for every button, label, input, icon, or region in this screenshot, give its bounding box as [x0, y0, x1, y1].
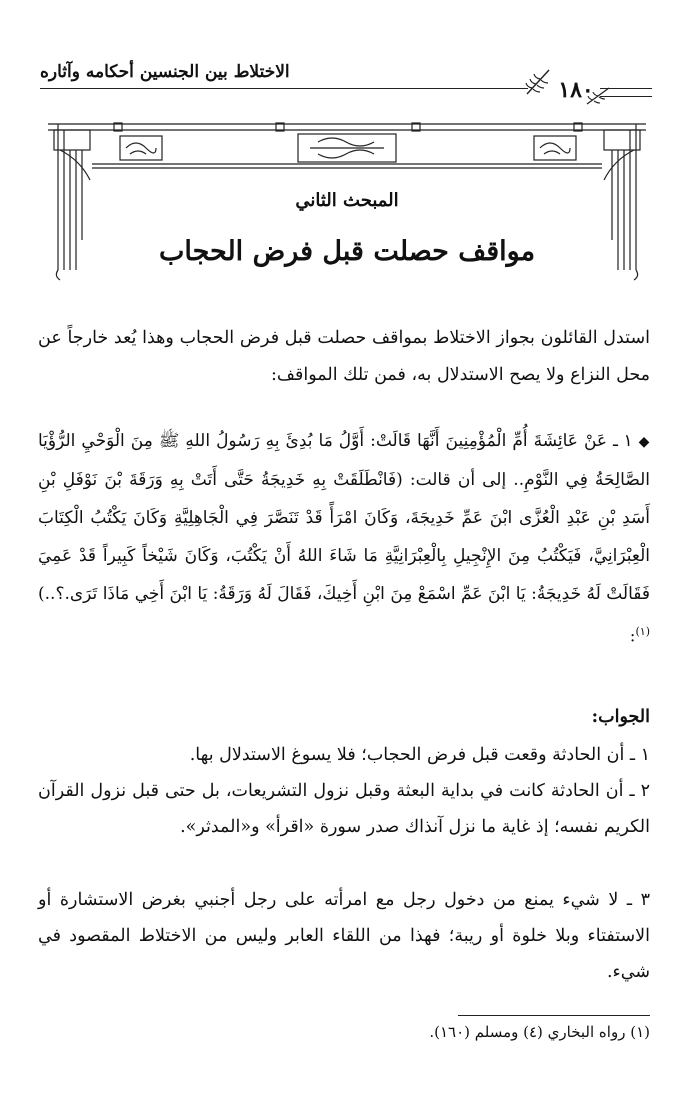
- chapter-title: مواقف حصلت قبل فرض الحجاب: [158, 236, 536, 267]
- hadith-text-block: [38, 422, 650, 656]
- answer-item: ٢ ـ أن الحادثة كانت في بداية البعثة وقبل نزول التشريعات، بل حتى قبل نزول القرآن الكريم نفسه؛ إذ غاية ما نزل آنذاك صدر سورة «اقرأ» و«المدثر».: [38, 781, 650, 837]
- answer-list: [38, 737, 650, 845]
- footnote: (١) رواه البخاري (٤) ومسلم (١٦٠).: [429, 1023, 650, 1041]
- answer-list-continued: [38, 882, 650, 990]
- answer-item: ١ ـ أن الحادثة وقعت قبل فرض الحجاب؛ فلا يسوغ الاستدلال بها.: [189, 745, 650, 765]
- footnote-reference: (١): [635, 625, 650, 638]
- intro-paragraph: [38, 320, 650, 394]
- running-title: الاختلاط بين الجنسين أحكامه وآثاره: [40, 62, 290, 82]
- hadith-text: ١ ـ عَنْ عَائِشَةَ أُمِّ الْمُؤْمِنِينَ أَنَّهَا قَالَتْ: أَوَّلُ مَا بُدِئَ بِهِ رَسُولُ اللهِ ﷺ مِنَ الْوَحْيِ الرُّؤْيَا الصَّالِحَةُ فِي النَّوْمِ.. إلى أن قالت: (فَانْطَلَقَتْ بِهِ خَدِيجَةُ حَتَّى أَتَتْ بِهِ وَرَقَةَ بْنَ نَوْفَلِ بْنِ أَسَدِ بْنِ عَبْدِ الْعُزَّى ابْنَ عَمِّ خَدِيجَةَ، وَكَانَ امْرَأً قَدْ تَنَصَّرَ فِي الْجَاهِلِيَّةِ وَكَانَ يَكْتُبُ الْكِتَابَ الْعِبْرَانِيَّ، فَيَكْتُبُ مِنَ الإِنْجِيلِ بِالْعِبْرَانِيَّةِ مَا شَاءَ اللهُ أَنْ يَكْتُبَ، وَكَانَ شَيْخاً كَبِيراً قَدْ عَمِيَ فَقَالَتْ لَهُ خَدِيجَةُ: يَا ابْنَ عَمِّ اسْمَعْ مِنَ ابْنِ أَخِيكَ، فَقَالَ لَهُ وَرَقَةُ: يَا ابْنَ أَخِي مَاذَا تَرَى.؟..): [38, 431, 650, 604]
- hadith-tail: :: [629, 626, 636, 647]
- page-number: ١٨٠: [558, 77, 594, 103]
- answer-heading: الجواب:: [591, 707, 650, 727]
- intro-text: استدل القائلون بجواز الاختلاط بمواقف حصلت قبل فرض الحجاب وهذا يُعد خارجاً عن محل النزاع ولا يصح الاستدلال به، فمن تلك المواقف:: [38, 328, 650, 385]
- answer-item: ٣ ـ لا شيء يمنع من دخول رجل مع امرأته على رجل أجنبي بغرض الاستشارة أو الاستفتاء وبلا خلوة أو ريبة؛ فهذا من اللقاء العابر وليس من الاختلاط المقصود في شيء.: [38, 890, 650, 982]
- diamond-marker-icon: ◆: [638, 434, 650, 450]
- footnote-divider: [458, 1015, 650, 1016]
- section-label: المبحث الثاني: [295, 190, 399, 211]
- hadith-paragraph: [38, 422, 650, 656]
